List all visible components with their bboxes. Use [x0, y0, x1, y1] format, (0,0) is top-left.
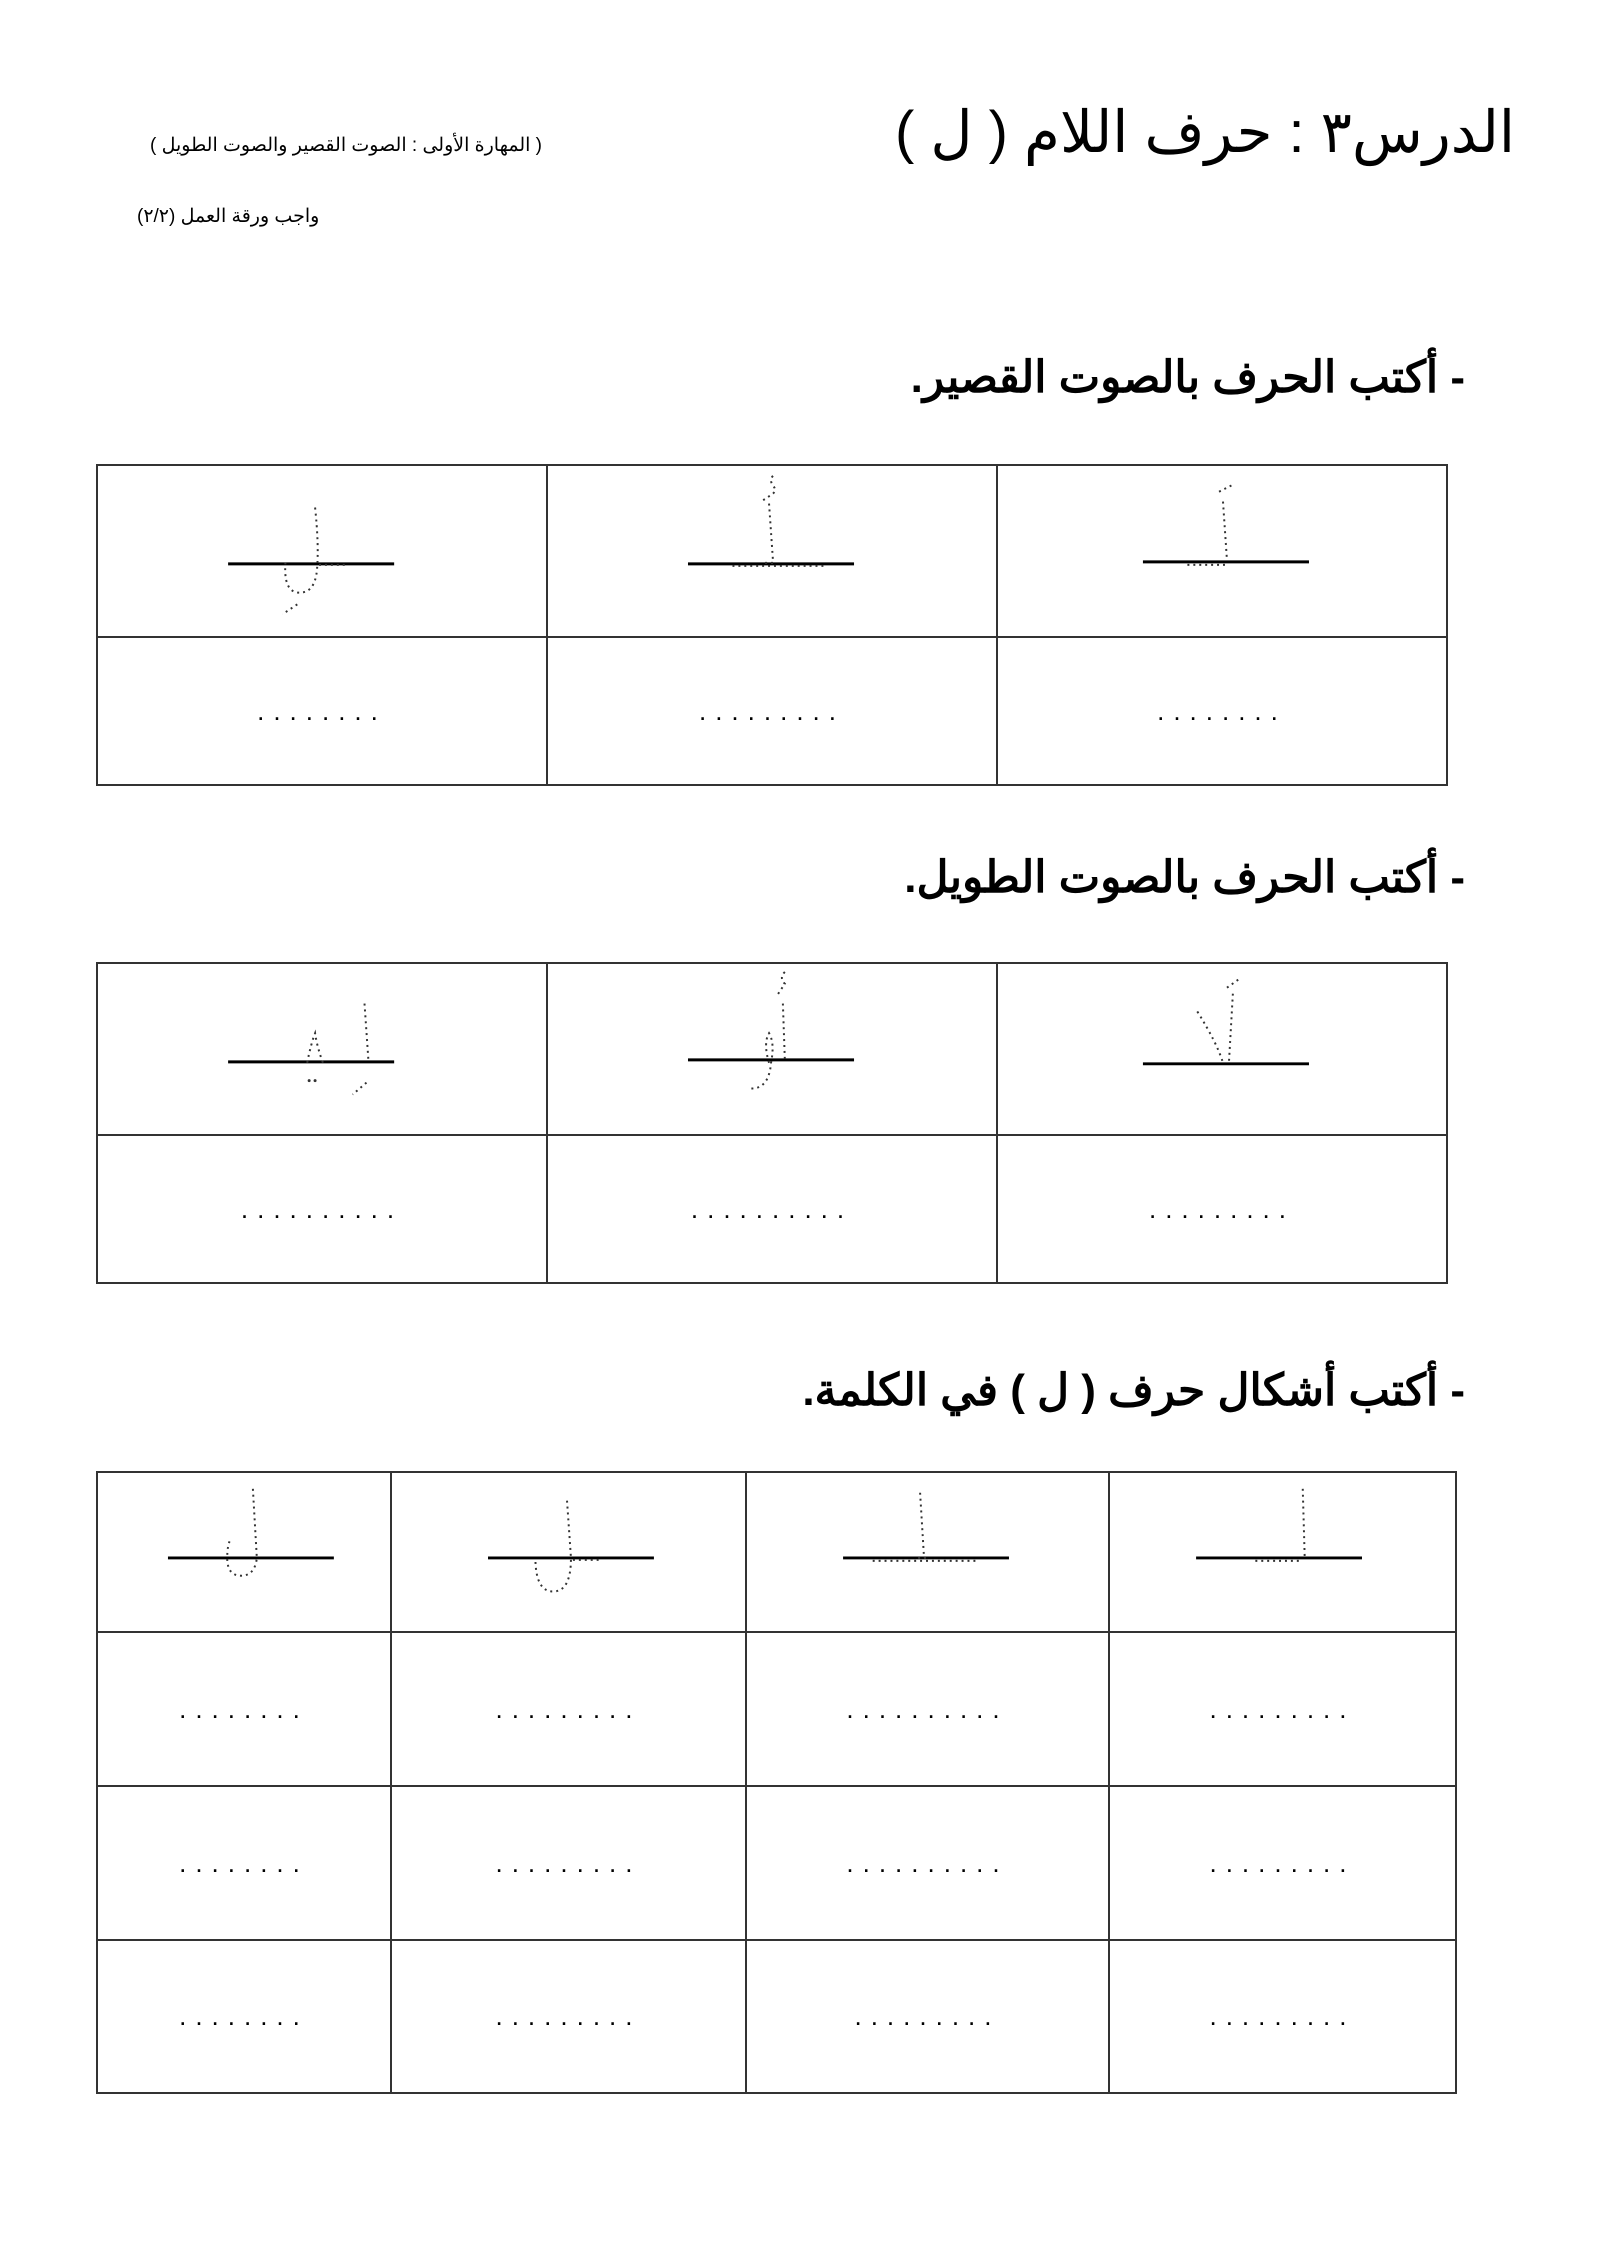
traced-letter-lam-final-icon	[392, 1473, 745, 1631]
answer-blank: ........	[179, 1847, 309, 1878]
answer-cell[interactable]	[547, 1135, 997, 1283]
answer-cell[interactable]	[391, 1940, 746, 2093]
answer-blank: ........	[1157, 695, 1287, 726]
trace-cell-lam-isolated[interactable]	[97, 1472, 391, 1632]
short-vowel-table	[96, 464, 1448, 786]
traced-letter-lam-isolated-icon	[98, 1473, 390, 1631]
answer-cell[interactable]	[391, 1786, 746, 1940]
trace-cell-lam-damma[interactable]	[547, 465, 997, 637]
homework-label: واجب ورقة العمل (٢/٢)	[137, 206, 320, 227]
traced-letter-lam-kasra-icon	[98, 466, 546, 636]
trace-cell-lam-final[interactable]	[391, 1472, 746, 1632]
long-vowel-table	[96, 962, 1448, 1284]
answer-blank: ..........	[846, 1693, 1009, 1724]
answer-cell[interactable]	[97, 1940, 391, 2093]
traced-letter-luu-icon	[548, 964, 996, 1134]
answer-blank: .........	[1148, 1193, 1295, 1224]
answer-blank: ..........	[690, 1193, 854, 1224]
answer-blank: ........	[257, 695, 387, 726]
answer-blank: .........	[495, 1847, 642, 1878]
answer-cell[interactable]	[746, 1940, 1109, 2093]
traced-letter-lam-initial-icon	[1110, 1473, 1455, 1631]
answer-blank: .........	[1209, 2001, 1356, 2031]
answer-blank: ..........	[240, 1193, 404, 1224]
traced-letter-lii-icon	[98, 964, 546, 1134]
answer-cell[interactable]	[97, 1135, 547, 1283]
answer-cell[interactable]	[547, 637, 997, 785]
answer-cell[interactable]	[997, 637, 1447, 785]
traced-letter-lam-fatha-icon	[998, 466, 1446, 636]
answer-cell[interactable]	[1109, 1632, 1456, 1786]
answer-blank: ........	[179, 2001, 309, 2031]
trace-cell-luu[interactable]	[547, 963, 997, 1135]
answer-cell[interactable]	[1109, 1940, 1456, 2093]
traced-letter-lam-medial-icon	[747, 1473, 1108, 1631]
answer-cell[interactable]	[746, 1632, 1109, 1786]
lesson-title: الدرس٣ : حرف اللام ( ل )	[894, 100, 1515, 165]
answer-blank: .........	[1209, 1847, 1356, 1878]
answer-blank: ..........	[846, 1847, 1009, 1878]
trace-cell-lam-kasra[interactable]	[97, 465, 547, 637]
instruction-long-vowel: - أكتب الحرف بالصوت الطويل.	[904, 853, 1465, 902]
answer-blank: ........	[179, 1693, 309, 1724]
answer-blank: .........	[854, 2001, 1001, 2031]
answer-blank: .........	[698, 695, 845, 726]
answer-cell[interactable]	[97, 1632, 391, 1786]
trace-cell-laa[interactable]	[997, 963, 1447, 1135]
trace-cell-lam-medial[interactable]	[746, 1472, 1109, 1632]
answer-cell[interactable]	[97, 1786, 391, 1940]
trace-cell-lii[interactable]	[97, 963, 547, 1135]
answer-blank: .........	[495, 2001, 642, 2031]
trace-cell-lam-initial[interactable]	[1109, 1472, 1456, 1632]
instruction-short-vowel: - أكتب الحرف بالصوت القصير.	[910, 353, 1465, 402]
trace-cell-lam-fatha[interactable]	[997, 465, 1447, 637]
traced-letter-lam-damma-icon	[548, 466, 996, 636]
answer-cell[interactable]	[997, 1135, 1447, 1283]
skill-subtitle: ( المهارة الأولى : الصوت القصير والصوت الطويل )	[150, 135, 542, 156]
traced-letter-laa-icon	[998, 964, 1446, 1134]
letter-forms-table	[96, 1471, 1457, 2094]
answer-blank: .........	[495, 1693, 642, 1724]
answer-cell[interactable]	[97, 637, 547, 785]
answer-cell[interactable]	[391, 1632, 746, 1786]
answer-cell[interactable]	[1109, 1786, 1456, 1940]
instruction-letter-forms: - أكتب أشكال حرف ( ل ) في الكلمة.	[802, 1366, 1465, 1415]
answer-cell[interactable]	[746, 1786, 1109, 1940]
answer-blank: .........	[1209, 1693, 1356, 1724]
